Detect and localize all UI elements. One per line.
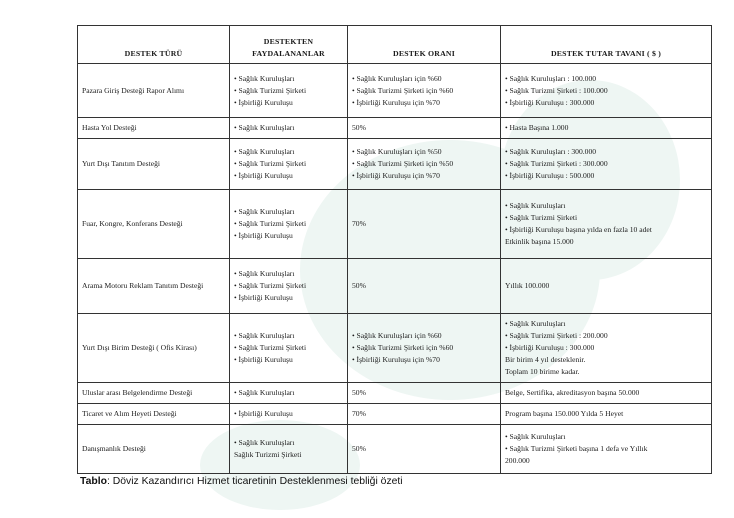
cell-line: • Sağlık Turizmi Şirketi xyxy=(234,85,307,95)
cell-line: • Sağlık Kuruluşları : 300.000 xyxy=(505,147,597,157)
cell-text: Yurt Dışı Birim Desteği ( Ofis Kirası) xyxy=(82,342,197,352)
cell-text: Fuar, Kongre, Konferans Desteği xyxy=(82,219,183,229)
cell-support-type xyxy=(78,382,230,403)
cell-line: Yıllık 100.000 xyxy=(505,280,550,290)
cell-line: • İşbirliği Kuruluşu : 300.000 xyxy=(505,97,595,107)
cell-line: • İşbirliği Kuruluşu xyxy=(234,354,293,364)
cell-support-cap xyxy=(501,139,712,190)
cell-support-type xyxy=(78,190,230,259)
cell-beneficiaries xyxy=(230,425,348,474)
cell-text: Ticaret ve Alım Heyeti Desteği xyxy=(82,408,177,418)
cell-support-type xyxy=(78,64,230,118)
cell-line: • İşbirliği Kuruluşu xyxy=(234,292,293,302)
cell-text: Danışmanlık Desteği xyxy=(82,444,146,454)
cell-line: • Sağlık Kuruluşları için %50 xyxy=(352,147,442,157)
cell-line: • İşbirliği Kuruluşu xyxy=(234,97,293,107)
cell-text: Pazara Giriş Desteği Rapor Alımı xyxy=(82,85,185,95)
cell-support-rate xyxy=(348,425,501,474)
cell-support-type xyxy=(78,259,230,313)
cell-line: • Sağlık Turizmi Şirketi için %60 xyxy=(352,342,454,352)
cell-line: Belge, Sertifika, akreditasyon başına 50.000 xyxy=(505,387,640,397)
table-row xyxy=(78,425,712,474)
cell-line: • Sağlık Turizmi Şirketi xyxy=(505,213,578,223)
cell-line: • Sağlık Turizmi Şirketi xyxy=(234,342,307,352)
cell-line: • Sağlık Kuruluşları xyxy=(234,147,295,157)
cell-line: • İşbirliği Kuruluşu için %70 xyxy=(352,354,440,364)
cell-line: 70% xyxy=(352,219,366,229)
cell-line: Bir birim 4 yıl desteklenir. xyxy=(505,354,586,364)
table-row xyxy=(78,64,712,118)
cell-line: • Sağlık Kuruluşları xyxy=(234,123,295,133)
cell-support-rate xyxy=(348,403,501,424)
table-row xyxy=(78,139,712,190)
table-row xyxy=(78,403,712,424)
cell-line: • İşbirliği Kuruluşu için %70 xyxy=(352,97,440,107)
caption-label: Tablo xyxy=(80,476,107,487)
cell-support-rate xyxy=(348,382,501,403)
cell-support-type xyxy=(78,425,230,474)
table-caption xyxy=(80,476,403,487)
cell-line: • İşbirliği Kuruluşu başına yılda en fazla 10 adet xyxy=(505,225,652,235)
header-support-cap: DESTEK TUTAR TAVANI ( $ ) xyxy=(501,26,712,64)
cell-support-rate xyxy=(348,190,501,259)
header-support-type: DESTEK TÜRÜ xyxy=(78,26,230,64)
cell-line: • İşbirliği Kuruluşu xyxy=(234,231,293,241)
cell-text: Arama Motoru Reklam Tanıtım Desteği xyxy=(82,280,204,290)
cell-support-cap xyxy=(501,259,712,313)
cell-line: • Sağlık Kuruluşları xyxy=(234,268,295,278)
cell-line: • Sağlık Turizmi Şirketi için %60 xyxy=(352,85,454,95)
cell-line: • Sağlık Kuruluşları xyxy=(234,207,295,217)
cell-line: • İşbirliği Kuruluşu xyxy=(234,171,293,181)
cell-line: • Sağlık Kuruluşları için %60 xyxy=(352,73,442,83)
cell-line: • İşbirliği Kuruluşu : 300.000 xyxy=(505,342,595,352)
cell-line: • Sağlık Kuruluşları xyxy=(505,432,566,442)
cell-line: • Sağlık Turizmi Şirketi : 300.000 xyxy=(505,159,608,169)
cell-line: • Sağlık Turizmi Şirketi için %50 xyxy=(352,159,454,169)
cell-beneficiaries xyxy=(230,403,348,424)
cell-support-rate xyxy=(348,259,501,313)
cell-support-cap xyxy=(501,64,712,118)
cell-line: 50% xyxy=(352,387,366,397)
cell-line: • İşbirliği Kuruluşu için %70 xyxy=(352,171,440,181)
cell-line: 50% xyxy=(352,123,366,133)
cell-text: Yurt Dışı Tanıtım Desteği xyxy=(82,159,161,169)
cell-beneficiaries xyxy=(230,139,348,190)
cell-line: 50% xyxy=(352,444,366,454)
cell-support-cap xyxy=(501,403,712,424)
cell-line: Program başına 150.000 Yılda 5 Heyet xyxy=(505,408,624,418)
table-row xyxy=(78,118,712,139)
cell-support-rate xyxy=(348,139,501,190)
support-table xyxy=(77,25,712,474)
cell-line: 50% xyxy=(352,280,366,290)
cell-support-rate xyxy=(348,313,501,382)
cell-line: • İşbirliği Kuruluşu : 500.000 xyxy=(505,171,595,181)
cell-line: • Sağlık Kuruluşları xyxy=(234,73,295,83)
cell-support-rate xyxy=(348,118,501,139)
cell-line: • Sağlık Kuruluşları xyxy=(505,318,566,328)
cell-line: Toplam 10 birime kadar. xyxy=(505,366,580,376)
cell-line: • Sağlık Kuruluşları xyxy=(505,201,566,211)
cell-line: • Sağlık Kuruluşları xyxy=(234,438,295,448)
cell-line: • Sağlık Kuruluşları : 100.000 xyxy=(505,73,597,83)
header-support-rate: DESTEK ORANI xyxy=(348,26,501,64)
cell-line: • Sağlık Kuruluşları xyxy=(234,387,295,397)
cell-beneficiaries xyxy=(230,190,348,259)
caption-text: : Döviz Kazandırıcı Hizmet ticaretinin Desteklenmesi tebliği özeti xyxy=(106,476,403,487)
cell-support-type xyxy=(78,403,230,424)
cell-support-type xyxy=(78,139,230,190)
table-row xyxy=(78,190,712,259)
table-row xyxy=(78,313,712,382)
cell-line: • Sağlık Turizmi Şirketi : 200.000 xyxy=(505,330,608,340)
cell-support-cap xyxy=(501,118,712,139)
cell-line: 70% xyxy=(352,408,366,418)
cell-line: • Sağlık Turizmi Şirketi : 100.000 xyxy=(505,85,608,95)
cell-text: Hasta Yol Desteği xyxy=(82,123,137,133)
header-beneficiaries: DESTEKTEN FAYDALANANLAR xyxy=(230,26,348,64)
cell-support-type xyxy=(78,313,230,382)
cell-line: • Sağlık Turizmi Şirketi xyxy=(234,219,307,229)
cell-beneficiaries xyxy=(230,313,348,382)
cell-line: • Sağlık Turizmi Şirketi xyxy=(234,280,307,290)
table-row xyxy=(78,259,712,313)
cell-line: • Hasta Başına 1.000 xyxy=(505,123,569,133)
cell-line: • Sağlık Kuruluşları xyxy=(234,330,295,340)
cell-line: Etkinlik başına 15.000 xyxy=(505,237,574,247)
cell-beneficiaries xyxy=(230,118,348,139)
table-row xyxy=(78,382,712,403)
cell-beneficiaries xyxy=(230,259,348,313)
cell-line: • Sağlık Turizmi Şirketi xyxy=(234,159,307,169)
cell-support-rate xyxy=(348,64,501,118)
cell-beneficiaries xyxy=(230,64,348,118)
cell-support-type xyxy=(78,118,230,139)
cell-support-cap xyxy=(501,425,712,474)
cell-line: 200.000 xyxy=(505,456,530,466)
cell-support-cap xyxy=(501,190,712,259)
cell-line: • Sağlık Kuruluşları için %60 xyxy=(352,330,442,340)
cell-text: Uluslar arası Belgelendirme Desteği xyxy=(82,387,193,397)
cell-support-cap xyxy=(501,382,712,403)
cell-beneficiaries xyxy=(230,382,348,403)
cell-line: • Sağlık Turizmi Şirketi başına 1 defa ve Yıllık xyxy=(505,444,648,454)
cell-line: • İşbirliği Kuruluşu xyxy=(234,408,293,418)
cell-line: Sağlık Turizmi Şirketi xyxy=(234,450,302,460)
cell-support-cap xyxy=(501,313,712,382)
